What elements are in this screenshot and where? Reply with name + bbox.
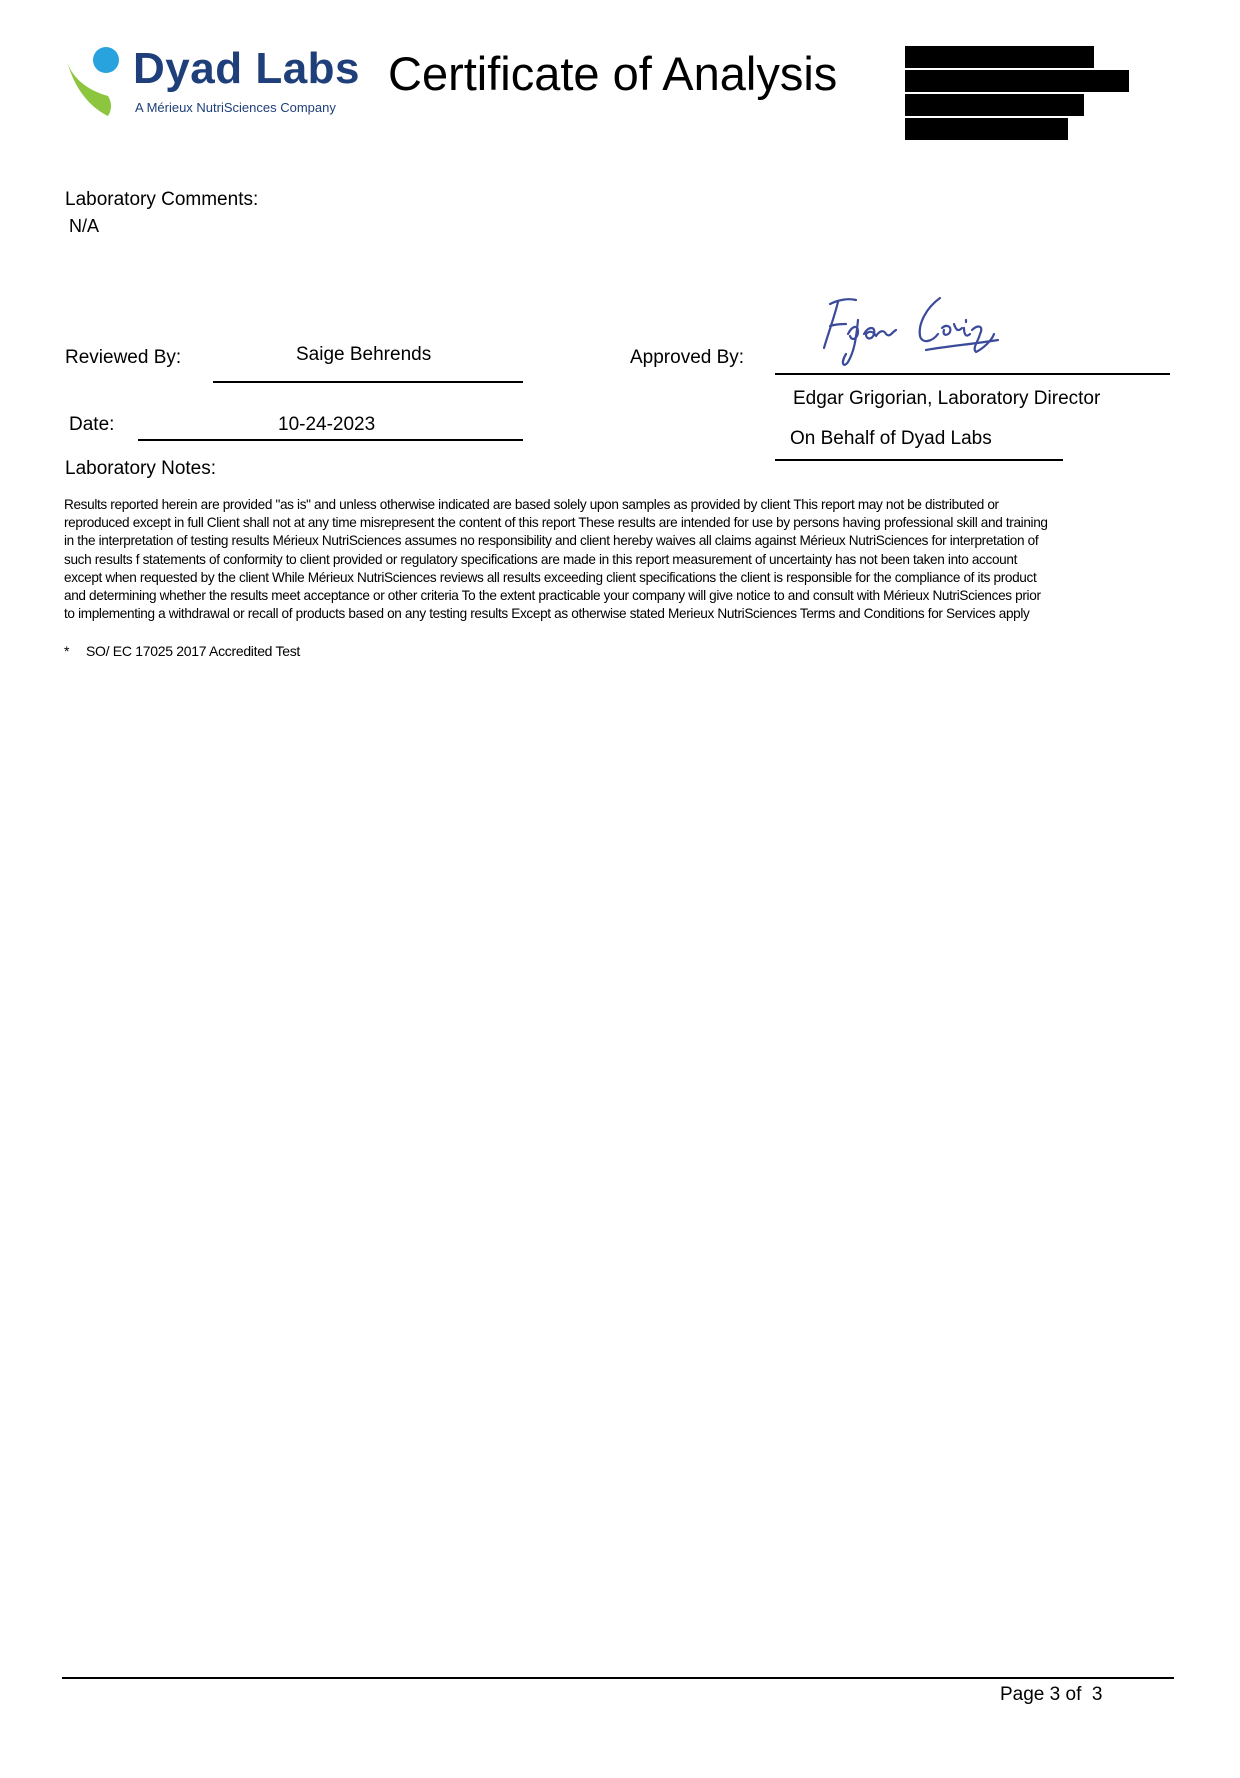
- comments-label: Laboratory Comments:: [65, 189, 259, 210]
- accreditation-note: [64, 643, 300, 659]
- approved-by-line: [775, 373, 1170, 375]
- approved-by-label: Approved By:: [630, 347, 745, 368]
- redaction-block: [905, 94, 1084, 116]
- redaction-block: [905, 118, 1068, 140]
- on-behalf-text: On Behalf of Dyad Labs: [790, 428, 992, 449]
- notes-body: [64, 496, 1182, 623]
- reviewed-by-name: Saige Behrends: [296, 344, 432, 365]
- document-title: Certificate of Analysis: [388, 47, 838, 100]
- reviewed-by-line: [213, 381, 523, 383]
- redaction-block: [905, 70, 1129, 92]
- reviewed-by-label: Reviewed By:: [65, 347, 182, 368]
- page-number: Page 3 of 3: [1000, 1684, 1103, 1705]
- notes-line: and determining whether the results meet acceptance or other criteria To the extent practicable your company will give notice to and consult with Mérieux NutriSciences prior: [64, 588, 1041, 604]
- dyad-labs-logo-icon: [64, 46, 126, 118]
- approver-name: Edgar Grigorian, Laboratory Director: [793, 388, 1101, 409]
- on-behalf-line: [775, 459, 1063, 461]
- notes-label: Laboratory Notes:: [65, 458, 217, 479]
- approver-signature: [808, 290, 1008, 380]
- footer-divider: [62, 1677, 1174, 1679]
- notes-line: reproduced except in full Client shall not at any time misrepresent the content of this report These results are intended for use by persons having professional skill and training: [64, 515, 1048, 531]
- redaction-block: [905, 46, 1094, 68]
- brand-name: Dyad Labs: [133, 44, 361, 93]
- brand-tagline: A Mérieux NutriSciences Company: [135, 100, 336, 115]
- accreditation-marker: *: [64, 643, 70, 659]
- notes-line: Results reported herein are provided "as is" and unless otherwise indicated are based solely upon samples as provided by client This report may not be distributed or: [64, 497, 999, 512]
- comments-value: N/A: [69, 216, 100, 236]
- notes-line: except when requested by the client While Mérieux NutriSciences reviews all results exceeding client specifications the client is responsible for the compliance of its product: [64, 569, 1037, 585]
- notes-line: such results f statements of conformity to client provided or regulatory specifications are made in this report measurement of uncertainty has not been taken into account: [64, 551, 1018, 567]
- notes-line: in the interpretation of testing results Mérieux NutriSciences assumes no responsibility and client hereby waives all claims against Mérieux NutriSciences for interpretation of: [64, 533, 1039, 549]
- accreditation-text: SO/ EC 17025 2017 Accredited Test: [86, 643, 300, 659]
- date-label: Date:: [69, 414, 115, 435]
- notes-line: to implementing a withdrawal or recall of products based on any testing results Except as otherwise stated Merieux NutriSciences Terms and Conditions for Services apply: [64, 606, 1030, 622]
- date-value: 10-24-2023: [278, 414, 376, 435]
- date-line: [138, 439, 523, 441]
